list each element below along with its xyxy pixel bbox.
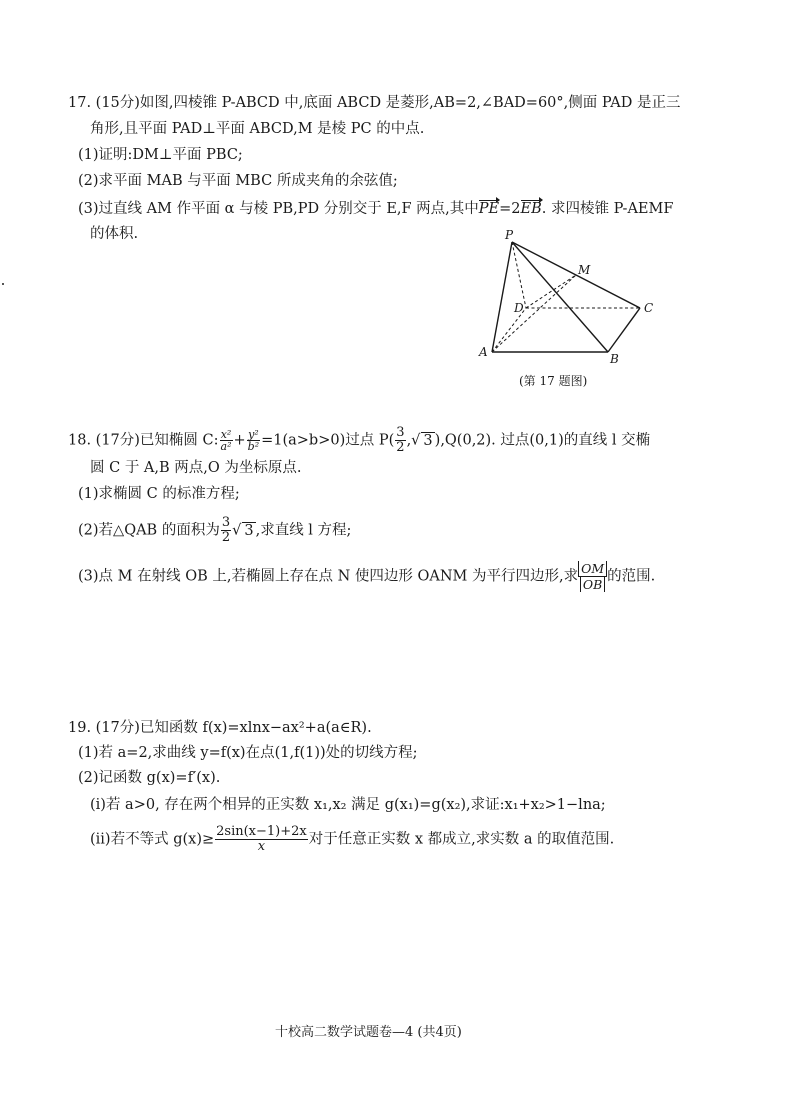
edge-pd: [512, 242, 526, 308]
q18-text-a: 18. (17分)已知椭圆 C:: [68, 432, 219, 449]
q17-line1: 17. (15分)如图,四棱锥 P-ABCD 中,底面 ABCD 是菱形,AB=2,∠BAD=60°,侧面 PAD 是正三: [68, 95, 681, 111]
q18-part1: (1)求椭圆 C 的标准方程;: [78, 486, 240, 502]
q18-part2-text-b: ,求直线 l 方程;: [255, 522, 352, 539]
q19-part2-i: (i)若 a>0, 存在两个相异的正实数 x₁,x₂ 满足 g(x₁)=g(x₂),求证:x₁+x₂>1−lna;: [90, 797, 606, 813]
fraction-om-ob: $\frac{OM}{OB}$: [578, 561, 607, 592]
q19-part2-ii: [90, 825, 614, 854]
q17-part3-text-b: . 求四棱锥 P-AEMF: [541, 201, 674, 217]
label-m: M: [578, 263, 591, 277]
sqrt-3-area: 3: [244, 522, 254, 539]
sqrt-icon: √: [411, 432, 421, 449]
vector-pe: PE: [478, 201, 500, 217]
q17-part3-eq: =2: [499, 201, 521, 217]
q17-line2: 角形,且平面 PAD⊥平面 ABCD,M 是棱 PC 的中点.: [90, 121, 425, 137]
q17-part2: (2)求平面 MAB 与平面 MBC 所成夹角的余弦值;: [78, 173, 398, 189]
label-c: C: [644, 301, 654, 315]
q18-part3-text-a: (3)点 M 在射线 OB 上,若椭圆上存在点 N 使四边形 OANM 为平行四边形,求: [78, 568, 579, 585]
q17-part3-text-a: (3)过直线 AM 作平面 α 与棱 PB,PD 分别交于 E,F 两点,其中: [78, 201, 479, 217]
q19-part2-ii-text-a: (ii)若不等式 g(x)≥: [90, 831, 215, 848]
fraction-3-2-area: $\frac{3}{2}$: [221, 515, 231, 545]
q18-comma: ,: [406, 432, 412, 449]
q18-line2: 圆 C 于 A,B 两点,O 为坐标原点.: [90, 460, 302, 476]
vector-eb: EB: [520, 201, 542, 217]
sqrt-3: 3: [423, 432, 433, 449]
scan-mark: [2, 283, 4, 285]
q18-part3: [78, 561, 655, 592]
edge-pa: [492, 242, 512, 352]
plus-sign: +: [233, 432, 246, 449]
q19-part1: (1)若 a=2,求曲线 y=f(x)在点(1,f(1))处的切线方程;: [78, 745, 418, 761]
q18-part2-text-a: (2)若△QAB 的面积为: [78, 522, 220, 539]
sqrt-icon: √: [232, 522, 242, 539]
q19-part2: (2)记函数 g(x)=f′(x).: [78, 770, 221, 786]
q19-part2-ii-text-b: 对于任意正实数 x 都成立,求实数 a 的取值范围.: [308, 831, 615, 848]
segment-dm: [526, 275, 576, 308]
fraction-3-2: $\frac{3}{2}$: [396, 425, 405, 455]
fraction-inequality: $\frac{2\sin(x-1)+2x}{x}$: [216, 824, 307, 854]
q17-part3: [78, 199, 673, 219]
fraction-x2-a2: $\frac{\text{x²}}{\text{a²}}$: [220, 428, 232, 453]
q18-text-d: ),Q(0,2). 过点(0,1)的直线 l 交椭: [434, 432, 651, 449]
q18-part3-text-b: 的范围.: [607, 568, 656, 585]
figure-caption: (第 17 题图): [519, 374, 588, 388]
fraction-y2-b2: $\frac{\text{y²}}{\text{b²}}$: [247, 428, 260, 453]
label-d: D: [514, 301, 524, 315]
label-a: A: [479, 345, 488, 359]
q18-part2: [78, 516, 351, 545]
q19-line1: 19. (17分)已知函数 f(x)=xlnx−ax²+a(a∈R).: [68, 720, 372, 736]
q18-text-b: =1(a>b>0)过点 P(: [261, 432, 395, 449]
edge-pc: [512, 242, 640, 308]
edge-pb: [512, 242, 608, 352]
q17-part3-line2: 的体积.: [90, 226, 139, 242]
edge-bc: [608, 308, 640, 352]
q18-line1: [68, 426, 650, 455]
q17-part1: (1)证明:DM⊥平面 PBC;: [78, 147, 243, 163]
pyramid-figure: [470, 228, 670, 368]
label-p: P: [505, 228, 514, 242]
label-b: B: [610, 352, 619, 366]
page-footer: 十校高二数学试题卷—4 (共4页): [275, 1025, 462, 1040]
